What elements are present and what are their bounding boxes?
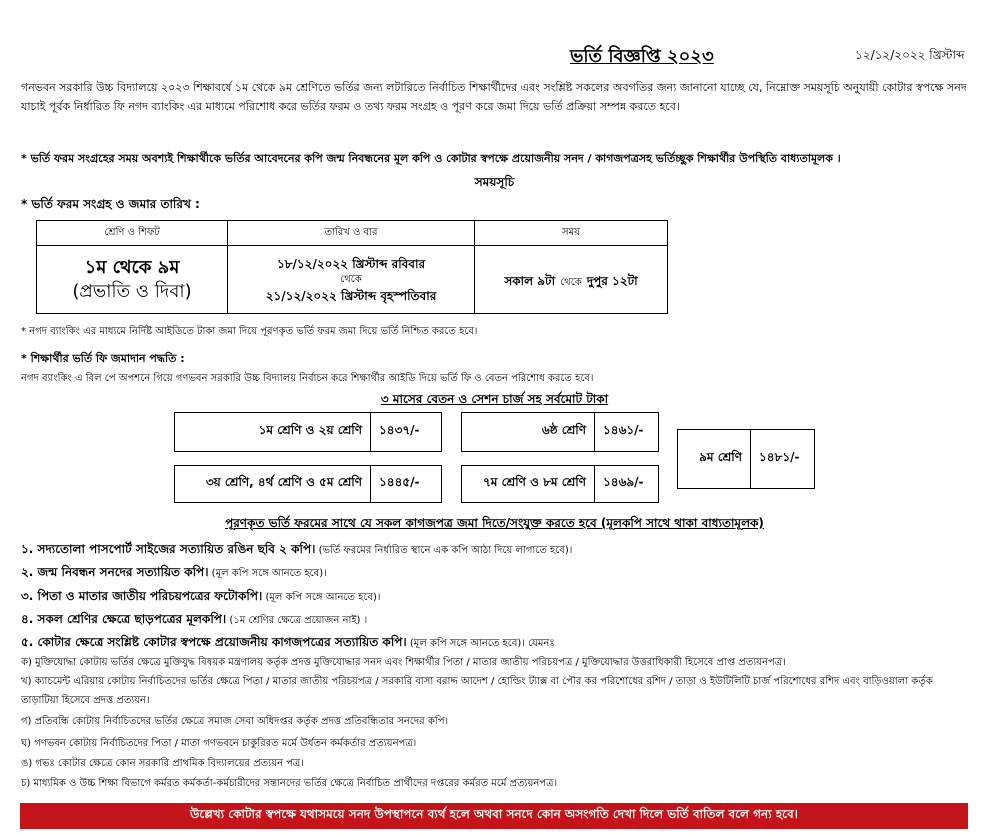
schedule-subheading: * ভর্তি ফরম সংগ্রহ ও জমার তারিখ : [21,197,200,211]
fee-label: ৯ম শ্রেণি [678,430,751,488]
document-item [21,634,555,654]
schedule-note: * নগদ ব্যাংকিং এর মাধ্যমে নির্দিষ্ট আইডিতে টাকা জমা দিয়ে পূরণকৃত ভর্তি ফরম জমা দিয়ে ভর্তি নিশ্চিত করতে হবে। [21,326,478,337]
date-from: ১৮/১২/২০২২ খ্রিস্টাব্দ রবিবার [276,256,426,271]
document-item-main: ৪. সকল শ্রেণির ক্ষেত্রে ছাড়পত্রের মূলকপি। [21,612,227,626]
document-item [21,611,367,631]
fees-title [0,391,989,411]
quota-item: খ) ক্যাচমেন্ট এরিয়ায় কোটায় নির্বাচিতদের ভর্তির ক্ষেত্রে পিতা / মাতার জাতীয় পরিচয়পত্র / সরকারি বাসা বরাদ্দ আদেশ / হোল্ডিং ট্যাক্স বা পৌর কর পরিশোধের রশিদ / তাড়া ও ইউটিলিটি চার্জ পরিশোধের রশিদ এবং বাড়িওয়ালা কর্তৃক তাড়াটিয়া হিসেবে প্রদত্ত প্রত্যয়ন। [21,676,933,706]
quota-item: ক) মুক্তিযোদ্ধা কোটায় ভর্তির ক্ষেত্রে মুক্তিযুদ্ধ বিষয়ক মন্ত্রণালয় কর্তৃক প্রদত্ত মুক্তিযোদ্ধার সনদ এবং শিক্ষার্থীর পিতা / মাতার জাতীয় পরিচয়পত্র / মুক্তিযোদ্ধার উত্তরাধিকারী হিসেবে প্রাপ্ত প্রত্যয়নপত্র। [21,657,786,668]
schedule-heading: সময়সূচি [474,175,515,189]
fee-amount: ১৪৬৯/- [603,475,644,489]
intro-paragraph: গনভবন সরকারি উচ্চ বিদ্যালয়ে ২০২৩ শিক্ষাবর্ষে ১ম থেকে ৯ম শ্রেণিতে ভর্তির জন্য লটারিতে নির্বাচিত শিক্ষার্থীদের এবং সংশ্লিষ্ট সকলের অবগতির জন্য জানানো যাচ্ছে যে, নিম্নোক্ত সময়সূচি অনুযায়ী কোটার স্বপক্ষে সনদ যাচাই পূর্বক নির্ধারিত ফি নগদ ব্যাংকিং এর মাধ্যমে পরিশোধ করে ভর্তির ফরম ও তথ্য ফরম সংগ্রহ ও পূরণ করে জমা দিয়ে ভর্তি প্রক্রিয়া সম্পন্ন করতে হবে। [21,81,967,113]
document-item-main: ২. জন্ম নিবন্ধন সনদের সত্যায়িত কপি। [21,565,209,579]
documents-title [0,515,989,535]
time-end: দুপুর ১২টা [586,273,638,288]
document-item-main: ৩. পিতা ও মাতার জাতীয় পরিচয়পত্রের ফটোকপি। [21,589,263,603]
document-item [21,564,327,584]
fee-amount: ১৪৮১/- [759,450,800,464]
document-item-note: (মূল কপি সঙ্গে আনতে হবে)। [262,592,381,603]
quota-item: গ) প্রতিবন্ধি কোটায় নির্বাচিতদের ভর্তির ক্ষেত্রে সমাজ সেবা অধিদপ্তর কর্তৃক প্রদত্ত প্রতিবন্ধিতার সনদের কপি। [21,716,449,727]
document-item-main: ৫. কোটার ক্ষেত্রে সংশ্লিষ্ট কোটার স্বপক্ষে প্রয়োজনীয় কাগজপত্রের সত্যায়িত কপি। [21,635,407,649]
fee-box [461,412,659,452]
notice-date: ১২/১২/২০২২ খ্রিস্টাব্দ [855,48,965,62]
document-item-note: (১ম শ্রেণির ক্ষেত্রে প্রয়োজন নাই) । [226,615,368,626]
documents-title-text: পূরণকৃত ভর্তি ফরমের সাথে যে সকল কাগজপত্র জমা দিতে/সংযুক্ত করতে হবে (মূলকপি সাথে থাকা বাধ্যতামূলক) [225,516,764,530]
class-range: ১ম থেকে ৯ম [84,256,180,278]
document-item-note: (ভর্তি ফরমের নির্ধারিত স্থানে এক কপি আঠা দিয়ে লাগাতে হবে)। [315,545,573,556]
class-shift: (প্রভাতি ও দিবা) [72,280,192,302]
payment-heading: * শিক্ষার্থীর ভর্তি ফি জমাদান পদ্ধতি : [21,352,185,365]
date-separator: থেকে [340,273,362,285]
document-item-note: (মূল কপি সঙ্গে আনতে হবে)। যেমনঃ [406,638,555,649]
document-item [21,588,380,608]
fee-box [677,429,815,489]
fee-label: ৭ম শ্রেণি ও ৮ম শ্রেণি [462,466,595,502]
date-cell [228,246,475,314]
fee-label: ৩য় শ্রেণি, ৪র্থ শ্রেণি ও ৫ম শ্রেণি [175,466,371,502]
fee-box [174,465,442,503]
fee-label: ১ম শ্রেণি ও ২য় শ্রেণি [175,413,371,451]
time-start: সকাল ৯টা [504,273,556,288]
class-cell [37,246,228,314]
quota-item: ঙ) গভঃ কোটার ক্ষেত্রে কোন সরকারি প্রাথমিক বিদ্যালয়ের প্রত্যয়ন পত্র। [21,758,304,769]
schedule-table [36,220,668,314]
column-header: শ্রেণি ও শিফট [37,221,228,246]
intro-note: * ভর্তি ফরম সংগ্রহের সময় অবশ্যই শিক্ষার্থীকে ভর্তির আবেদনের কপি জন্ম নিবন্ধনের মূল কপি ও কোটার স্বপক্ষে প্রয়োজনীয় সনদ / কাগজপত্রসহ ভর্তিচ্ছুক শিক্ষার্থীর উপস্থিতি বাধ্যতামূলক । [21,152,841,165]
payment-text: নগদ ব্যাংকিং এ বিল পে অপশনে গিয়ে গণভবন সরকারি উচ্চ বিদ্যালয় নির্বাচন করে শিক্ষার্থীর আইডি দিয়ে ভর্তি ফি ও বেতন পরিশোধ করতে হবে। [21,373,594,384]
fee-amount: ১৪৩৭/- [379,423,420,437]
column-header: সময় [475,221,668,246]
fee-label: ৬ষ্ঠ শ্রেণি [462,413,595,451]
fee-amount: ১৪৪৫/- [379,475,420,489]
document-item-main: ১. সদ্যতোলা পাসপোর্ট সাইজের সত্যায়িত রঙিন ছবি ২ কপি। [21,542,316,556]
fee-box [174,412,442,452]
quota-item: ঘ) গণভবন কোটায় নির্বাচিতদের পিতা / মাতা গণভবনে চাকুরিরত মর্মে উর্ধতন কর্মকর্তার প্রত্যয়নপত্র। [21,738,417,749]
warning-banner: উল্লেখ্য কোটার স্বপক্ষে যথাসময়ে সনদ উপস্থাপনে ব্যর্থ হলে অথবা সনদে কোন অসংগতি দেখা দিলে ভর্তি বাতিল বলে গন্য হবে। [20,803,968,829]
notice-title: ভর্তি বিজ্ঞপ্তি ২০২৩ [570,46,714,67]
column-header: তারিখ ও বার [228,221,475,246]
fee-amount: ১৪৬১/- [603,423,644,437]
document-item [21,541,572,561]
time-cell [475,246,668,314]
quota-item: চ) মাধ্যমিক ও উচ্চ শিক্ষা বিভাগে কর্মরত কর্মকর্তা-কর্মচারীদের সন্তানদের ভর্তির ক্ষেত্রে নির্বাচিত প্রার্থীদের দপ্তরের কর্মরত মর্মে প্রত্যয়নপত্র। [21,778,558,789]
time-separator: থেকে [560,276,582,288]
document-item-note: (মূল কপি সঙ্গে আনতে হবে)। [208,568,327,579]
fees-title-text: ৩ মাসের বেতন ও সেশন চার্জ সহ সর্বমোট টাকা [380,392,609,406]
date-to: ২১/১২/২০২২ খ্রিস্টাব্দ বৃহস্পতিবার [265,288,437,303]
fee-box [461,465,659,503]
